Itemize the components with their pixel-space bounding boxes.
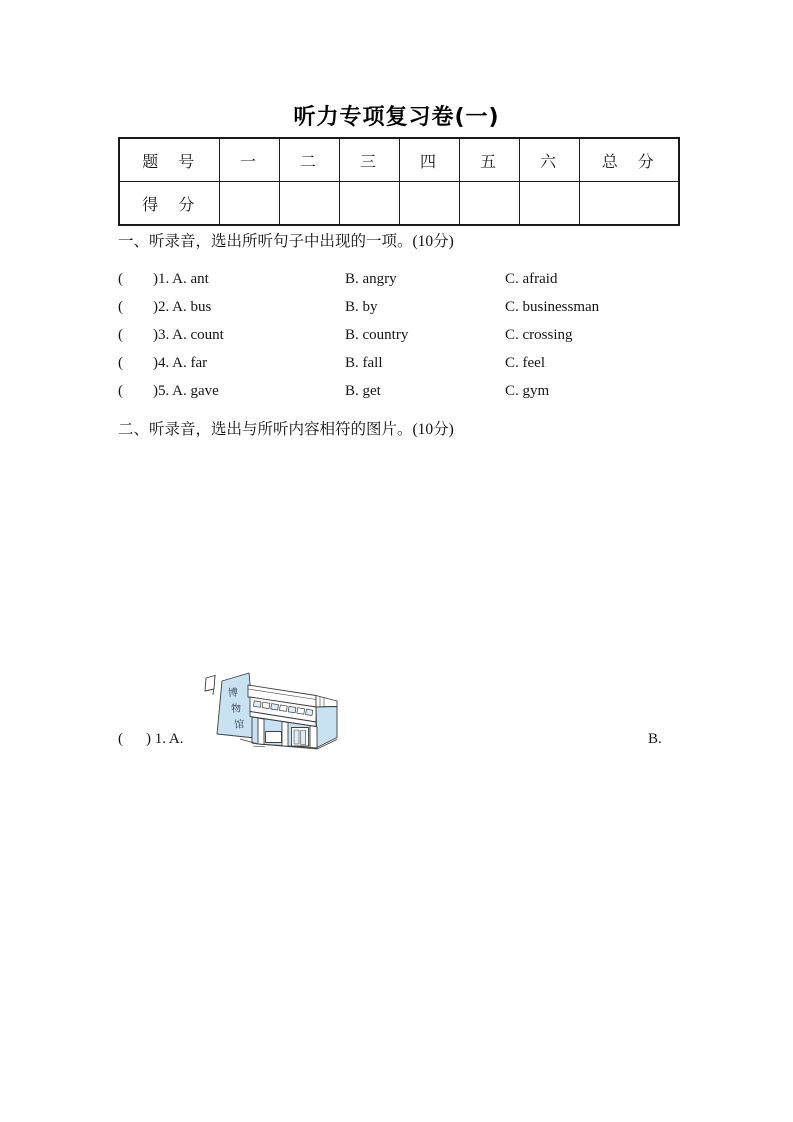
option-b: B. country bbox=[345, 327, 409, 343]
option-b: B. fall bbox=[345, 355, 383, 371]
sign-char-3: 馆 bbox=[233, 719, 245, 731]
score-cell-part-5 bbox=[459, 182, 519, 226]
score-cell-part-2 bbox=[279, 182, 339, 226]
option-c: C. crossing bbox=[505, 327, 573, 343]
option-b: B. angry bbox=[345, 271, 397, 287]
paper-title: 听力专项复习卷(一) bbox=[293, 105, 500, 130]
sign-char-2: 物 bbox=[230, 703, 242, 716]
option-a: )5. A. gave bbox=[153, 383, 219, 399]
header-cell-part-6: 六 bbox=[519, 138, 579, 182]
listening-item-2 bbox=[0, 299, 793, 321]
option-a: )4. A. far bbox=[153, 355, 208, 371]
score-cell-part-6 bbox=[519, 182, 579, 226]
option-c: C. gym bbox=[505, 383, 550, 399]
sign-char-1: 博 bbox=[227, 687, 239, 700]
corner-band bbox=[316, 696, 337, 708]
score-row-label: 得 分 bbox=[119, 182, 219, 226]
answer-blank-paren: ( bbox=[118, 355, 123, 371]
listening-item-3 bbox=[0, 327, 793, 349]
answer-blank-paren: ( bbox=[118, 271, 123, 287]
option-a: )1. A. ant bbox=[153, 271, 209, 287]
listening-item-5 bbox=[0, 383, 793, 405]
listening-item-4 bbox=[0, 355, 793, 377]
option-b: B. by bbox=[345, 299, 378, 315]
answer-blank-paren: ( bbox=[118, 731, 123, 747]
header-cell-total: 总 分 bbox=[579, 138, 679, 182]
option-b: B. get bbox=[345, 383, 381, 399]
option-c: C. businessman bbox=[505, 299, 600, 315]
score-cell-total bbox=[579, 182, 679, 226]
header-cell-part-4: 四 bbox=[399, 138, 459, 182]
answer-blank-paren: ( bbox=[118, 299, 123, 315]
picture-question-1 bbox=[0, 731, 793, 753]
flag-icon bbox=[205, 676, 215, 692]
score-table bbox=[118, 137, 680, 226]
answer-blank-paren: ( bbox=[118, 327, 123, 343]
option-c: C. afraid bbox=[505, 271, 558, 287]
score-table-header-row bbox=[119, 138, 679, 182]
question-1-option-b-label: B. bbox=[648, 731, 662, 747]
question-1-option-a-label: ) 1. A. bbox=[146, 731, 184, 747]
header-cell-part-2: 二 bbox=[279, 138, 339, 182]
header-cell-question-number: 题 号 bbox=[119, 138, 219, 182]
option-a: )2. A. bus bbox=[153, 299, 212, 315]
section-1-heading: 一、听录音，选出所听句子中出现的一项。(10分) bbox=[118, 233, 454, 250]
section-2-heading: 二、听录音，选出与所听内容相符的图片。(10分) bbox=[118, 421, 454, 438]
header-cell-part-1: 一 bbox=[219, 138, 279, 182]
listening-item-1 bbox=[0, 271, 793, 293]
score-cell-part-1 bbox=[219, 182, 279, 226]
answer-blank-paren: ( bbox=[118, 383, 123, 399]
option-c: C. feel bbox=[505, 355, 545, 371]
score-table-score-row bbox=[119, 182, 679, 226]
score-cell-part-4 bbox=[399, 182, 459, 226]
score-cell-part-3 bbox=[339, 182, 399, 226]
header-cell-part-3: 三 bbox=[339, 138, 399, 182]
header-cell-part-5: 五 bbox=[459, 138, 519, 182]
option-a: )3. A. count bbox=[153, 327, 224, 343]
